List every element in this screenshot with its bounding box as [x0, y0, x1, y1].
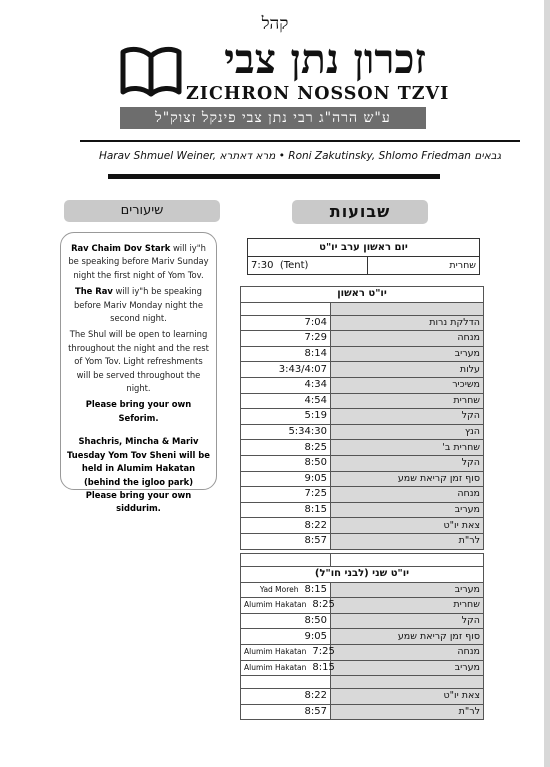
label-cell: צאת יו"ט — [331, 518, 484, 534]
open-book-icon — [120, 42, 182, 98]
time-value: 4:54 — [304, 394, 327, 406]
notice-4: Please bring your own Seforim. — [85, 399, 192, 423]
erev-header: יום ראשון ערב יו"ט — [248, 239, 480, 257]
day1-rows — [241, 315, 484, 549]
table-row — [241, 502, 484, 518]
time-cell — [241, 704, 331, 720]
time-cell — [241, 487, 331, 503]
table-row — [241, 582, 484, 598]
time-value: 8:25 — [312, 599, 335, 611]
label-cell: הנץ — [331, 424, 484, 440]
staff-line: Harav Shmuel Weiner, מרא דאתרא • Roni Zakutinsky, Shlomo Friedman גבאים — [98, 150, 502, 162]
label-cell: מעריב — [331, 582, 484, 598]
time-value: 5:34:30 — [288, 426, 327, 438]
table-row — [241, 689, 484, 705]
label-cell: מעריב — [331, 502, 484, 518]
notice-5: Shachris, Mincha & Mariv Tuesday Yom Tov Sheni will be held in Alumim Hakatan (behind the igloo park) Please bring your own siddurim. — [67, 436, 210, 514]
time-cell — [241, 346, 331, 362]
time-value: 8:25 — [304, 441, 327, 453]
label-cell: לר"ת — [331, 533, 484, 549]
label-cell: מעריב — [331, 660, 484, 676]
notice-3: The Shul will be open to learning throughout the night and the rest of Yom Tov. Light refreshments will be served throughout the night. — [68, 329, 209, 394]
time-cell — [241, 455, 331, 471]
label-cell: מעריב — [331, 346, 484, 362]
time-value: 8:57 — [304, 706, 327, 718]
header-divider — [80, 140, 520, 142]
time-value: 8:50 — [304, 457, 327, 469]
erev-yomtov-table — [247, 238, 480, 275]
shul-name-english: ZICHRON NOSSON TZVI — [186, 84, 450, 104]
label-cell: עלות — [331, 362, 484, 378]
label-cell: שחרית ב' — [331, 440, 484, 456]
location-note: Alumim Hakatan — [244, 647, 307, 657]
shavuos-title: שבועות — [292, 200, 428, 224]
label-cell: מנחה — [331, 644, 484, 660]
time-cell: 7:30 (Tent) — [248, 257, 368, 275]
time-value: 9:05 — [304, 472, 327, 484]
label-cell: שחרית — [331, 393, 484, 409]
table-row — [241, 424, 484, 440]
time-cell — [241, 377, 331, 393]
dedication-banner: ע"ש הרה"ג רבי נתן צבי פינקל זצוק"ל — [120, 107, 426, 129]
label-cell: סוף זמן קריאת שמע — [331, 629, 484, 645]
time-cell — [241, 471, 331, 487]
time-value: 7:25 — [304, 488, 327, 500]
table-row — [241, 598, 484, 614]
time-value: 8:14 — [304, 348, 327, 360]
time-value: 7:04 — [304, 316, 327, 328]
time-value: 9:05 — [304, 630, 327, 642]
notice-2: The Rav will iy"h be speaking before Mariv Monday night the second night. — [73, 286, 204, 324]
time-value: 5:19 — [304, 410, 327, 422]
shiurim-title: שיעורים — [64, 200, 220, 222]
time-cell — [241, 331, 331, 347]
label-cell: הקל — [331, 409, 484, 425]
table-row — [241, 346, 484, 362]
table-row — [241, 613, 484, 629]
table-row — [241, 704, 484, 720]
label-cell: הקל — [331, 455, 484, 471]
table-row — [241, 487, 484, 503]
table-row — [241, 393, 484, 409]
label-cell: משיכיר — [331, 377, 484, 393]
table-row — [241, 471, 484, 487]
table-row — [241, 644, 484, 660]
time-value: 4:34 — [304, 379, 327, 391]
time-cell — [241, 629, 331, 645]
notice-1: Rav Chaim Dov Stark will iy"h be speaking before Mariv Sunday night the first night of Yom Tov. — [68, 243, 209, 280]
time-value: 7:29 — [304, 332, 327, 344]
label-cell: צאת יו"ט — [331, 689, 484, 705]
spacer-cell — [241, 676, 331, 689]
time-cell — [241, 502, 331, 518]
table-row — [248, 257, 480, 275]
time-value: 3:43/4:07 — [278, 363, 327, 375]
time-cell — [241, 598, 335, 614]
table-row — [241, 629, 484, 645]
time-cell — [241, 362, 331, 378]
spacer-cell — [331, 554, 484, 567]
day2-header: יו"ט שני (לבני חו"ל) — [241, 567, 484, 583]
table-row — [241, 533, 484, 549]
label-cell: הדלקת נרות — [331, 315, 484, 331]
label-cell: שחרית — [368, 257, 480, 275]
label-cell: הקל — [331, 613, 484, 629]
label-cell: מנחה — [331, 487, 484, 503]
time-value: 8:15 — [304, 504, 327, 516]
table-row — [241, 518, 484, 534]
yomtov-sheni-table — [240, 553, 484, 720]
table-row — [241, 362, 484, 378]
time-value: 8:15 — [312, 661, 335, 673]
label-cell: לר"ת — [331, 704, 484, 720]
table-row — [241, 409, 484, 425]
thick-divider — [108, 174, 440, 179]
spacer-cell — [241, 302, 331, 315]
time-cell — [241, 518, 331, 534]
time-value: 7:25 — [312, 646, 335, 658]
spacer-cell — [241, 554, 331, 567]
table-row — [241, 377, 484, 393]
spacer-cell — [331, 676, 484, 689]
label-cell: מנחה — [331, 331, 484, 347]
kahal-label: קהל — [261, 14, 289, 34]
time-cell — [241, 440, 331, 456]
day2-rows — [241, 582, 484, 720]
table-row — [241, 440, 484, 456]
yomtov-rishon-table — [240, 286, 484, 550]
time-value: 8:15 — [304, 583, 327, 595]
time-cell — [241, 689, 331, 705]
time-value: 8:22 — [304, 690, 327, 702]
time-value: 8:57 — [304, 535, 327, 547]
location-note: Alumim Hakatan — [244, 662, 307, 672]
time-cell — [241, 409, 331, 425]
table-row — [241, 315, 484, 331]
time-cell — [241, 393, 331, 409]
time-cell — [241, 315, 331, 331]
time-value: 8:22 — [304, 519, 327, 531]
table-row — [241, 455, 484, 471]
location-note: Yad Moreh — [259, 584, 299, 594]
table-row — [241, 660, 484, 676]
spacer-cell — [331, 302, 484, 315]
time-cell — [241, 582, 331, 598]
time-cell — [241, 424, 331, 440]
table-row — [241, 331, 484, 347]
time-cell — [241, 644, 335, 660]
time-cell — [241, 660, 335, 676]
time-cell — [241, 613, 331, 629]
page-edge — [544, 0, 550, 767]
time-cell — [241, 533, 331, 549]
shul-name-hebrew: זכרון נתן צבי — [224, 35, 426, 83]
label-cell: סוף זמן קריאת שמע — [331, 471, 484, 487]
location-note: Alumim Hakatan — [244, 600, 307, 610]
notice-box — [60, 232, 217, 514]
day1-header: יו"ט ראשון — [241, 287, 484, 303]
time-value: 8:50 — [304, 615, 327, 627]
label-cell: שחרית — [331, 598, 484, 614]
